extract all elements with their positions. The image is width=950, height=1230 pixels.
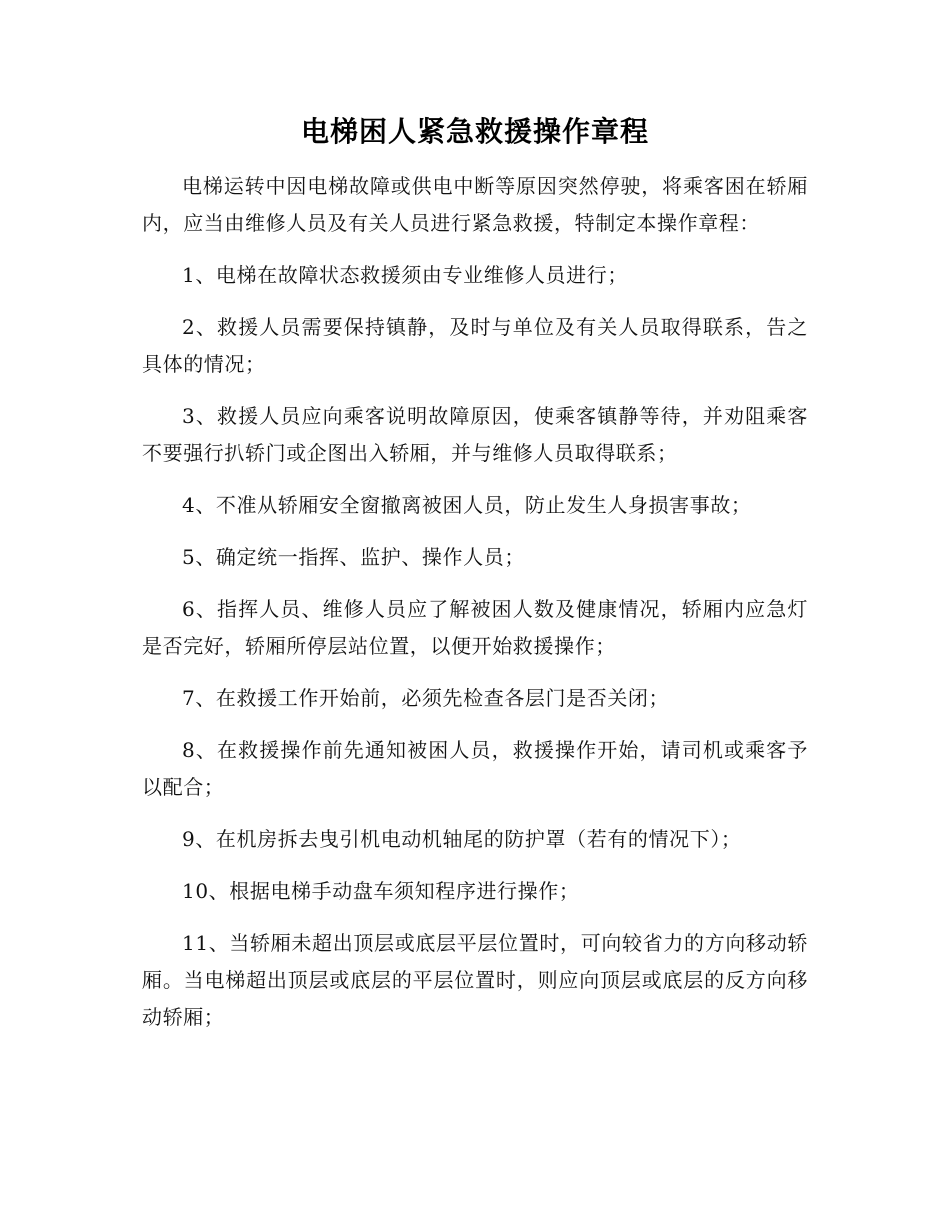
list-item-10: 10、根据电梯手动盘车须知程序进行操作； xyxy=(182,879,580,903)
list-item-8: 8、在救援操作前先通知被困人员，救援操作开始，请司机或乘客予以配合； xyxy=(142,738,808,799)
list-item-4: 4、不准从轿厢安全窗撤离被困人员，防止发生人身损害事故； xyxy=(182,493,752,517)
list-item-11: 11、当轿厢未超出顶层或底层平层位置时，可向较省力的方向移动轿厢。当电梯超出顶层或底层的平层位置时，则应向顶层或底层的反方向移动轿厢； xyxy=(142,931,808,1029)
list-item-1: 1、电梯在故障状态救援须由专业维修人员进行； xyxy=(182,263,628,287)
list-item-9: 9、在机房拆去曳引机电动机轴尾的防护罩（若有的情况下）； xyxy=(182,827,742,851)
intro-paragraph: 电梯运转中因电梯故障或供电中断等原因突然停驶，将乘客困在轿厢内，应当由维修人员及有关人员进行紧急救援，特制定本操作章程： xyxy=(142,174,808,235)
list-item-2: 2、救援人员需要保持镇静，及时与单位及有关人员取得联系，告之具体的情况； xyxy=(142,315,808,376)
list-item-3: 3、救援人员应向乘客说明故障原因，使乘客镇静等待，并劝阻乘客不要强行扒轿门或企图出入轿厢，并与维修人员取得联系； xyxy=(142,404,808,465)
document-title: 电梯困人紧急救援操作章程 xyxy=(300,115,649,148)
list-item-6: 6、指挥人员、维修人员应了解被困人数及健康情况，轿厢内应急灯是否完好，轿厢所停层站位置，以便开始救援操作； xyxy=(142,597,808,658)
list-item-5: 5、确定统一指挥、监护、操作人员； xyxy=(182,545,525,569)
document-page xyxy=(142,0,808,1036)
list-item-7: 7、在救援工作开始前，必须先检查各层门是否关闭； xyxy=(182,686,670,710)
